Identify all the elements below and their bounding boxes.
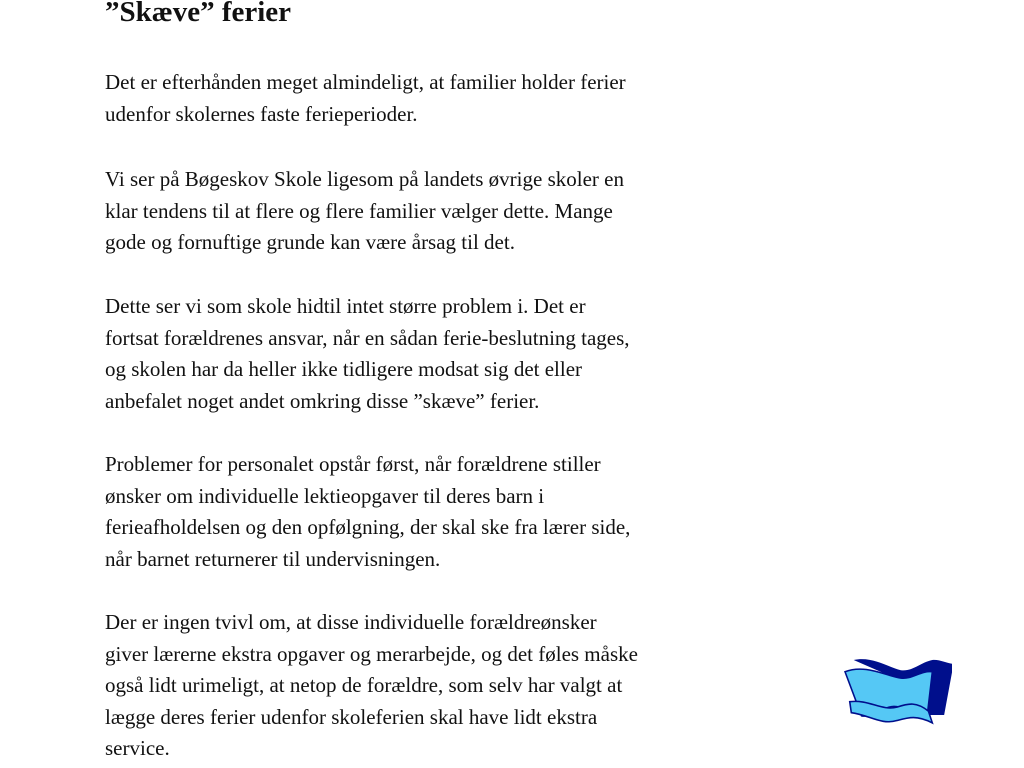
paragraph-4 bbox=[105, 449, 630, 575]
text-line: service. bbox=[105, 736, 170, 760]
text-line: også lidt urimeligt, at netop de forældre, som selv har valgt at bbox=[105, 673, 623, 697]
text-line: Dette ser vi som skole hidtil intet større problem i. Det er bbox=[105, 294, 586, 318]
text-line: klar tendens til at flere og flere familier vælger dette. Mange bbox=[105, 198, 613, 223]
text-line: udenfor skolernes faste ferieperioder. bbox=[105, 101, 418, 126]
text-line: Vi ser på Bøgeskov Skole ligesom på landets øvrige skoler en bbox=[105, 167, 624, 191]
text-line: Det er efterhånden meget almindeligt, at familier holder ferier bbox=[105, 70, 626, 94]
text-line: lægge deres ferier udenfor skoleferien skal have lidt ekstra bbox=[105, 704, 598, 729]
text-line: anbefalet noget andet omkring disse ”skæve” ferier. bbox=[105, 388, 540, 413]
paragraph-3 bbox=[105, 291, 630, 417]
flag-icon bbox=[834, 640, 952, 735]
text-line: Der er ingen tvivl om, at disse individuelle forældreønsker bbox=[105, 610, 597, 634]
text-line: ferieafholdelsen og den opfølgning, der skal ske fra lærer side, bbox=[105, 515, 631, 539]
text-line: Problemer for personalet opstår først, når forældrene stiller bbox=[105, 452, 601, 476]
text-line: fortsat forældrenes ansvar, når en sådan ferie-beslutning tages, bbox=[105, 325, 630, 350]
text-line: når barnet returnerer til undervisningen. bbox=[105, 546, 441, 571]
paragraph-1 bbox=[105, 67, 626, 130]
text-line: ønsker om individuelle lektieopgaver til deres barn i bbox=[105, 483, 545, 508]
text-line: gode og fornuftige grunde kan være årsag til det. bbox=[105, 230, 515, 254]
page-title: ”Skæve” ferier bbox=[105, 0, 292, 28]
text-line: giver lærerne ekstra opgaver og merarbejde, og det føles måske bbox=[105, 641, 638, 666]
text-line: og skolen har da heller ikke tidligere modsat sig det eller bbox=[105, 357, 583, 381]
paragraph-2 bbox=[105, 164, 624, 259]
paragraph-5 bbox=[105, 607, 638, 765]
